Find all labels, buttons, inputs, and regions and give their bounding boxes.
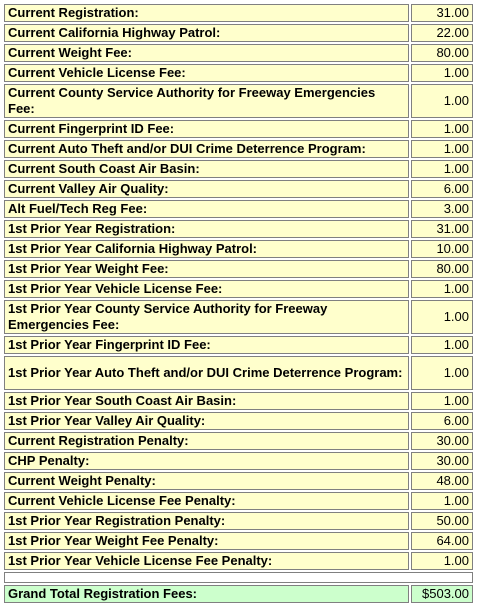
fee-label: 1st Prior Year Auto Theft and/or DUI Crime Deterrence Program:	[4, 356, 409, 390]
fee-row-current-weight-penalty	[4, 472, 473, 490]
fee-row-current-county-service-authority	[4, 84, 473, 118]
fee-amount: 10.00	[411, 240, 473, 258]
fee-amount: 1.00	[411, 392, 473, 410]
fee-row-prior-vehicle-license-fee-penalty	[4, 552, 473, 570]
fee-amount: 80.00	[411, 44, 473, 62]
fee-amount: 1.00	[411, 300, 473, 334]
fee-label: Current Fingerprint ID Fee:	[4, 120, 409, 138]
fee-label: CHP Penalty:	[4, 452, 409, 470]
fee-row-current-auto-theft-dui	[4, 140, 473, 158]
fee-row-prior-vehicle-license-fee	[4, 280, 473, 298]
fee-row-current-fingerprint-id-fee	[4, 120, 473, 138]
fee-label: Current California Highway Patrol:	[4, 24, 409, 42]
fee-row-prior-auto-theft-dui	[4, 356, 473, 390]
fee-amount: 1.00	[411, 552, 473, 570]
fee-label: 1st Prior Year Vehicle License Fee Penalty:	[4, 552, 409, 570]
fee-row-prior-weight-fee-penalty	[4, 532, 473, 550]
fee-label: Current Registration Penalty:	[4, 432, 409, 450]
fee-row-current-valley-air-quality	[4, 180, 473, 198]
fee-label: 1st Prior Year California Highway Patrol:	[4, 240, 409, 258]
fee-row-current-registration	[4, 4, 473, 22]
spacer-cell	[4, 572, 473, 583]
fee-amount: 64.00	[411, 532, 473, 550]
fee-label: 1st Prior Year Registration Penalty:	[4, 512, 409, 530]
fee-label: Current Registration:	[4, 4, 409, 22]
fee-label: 1st Prior Year Weight Fee:	[4, 260, 409, 278]
fee-row-current-weight-fee	[4, 44, 473, 62]
fee-label: Current Vehicle License Fee Penalty:	[4, 492, 409, 510]
fee-amount: 1.00	[411, 492, 473, 510]
fee-amount: 6.00	[411, 412, 473, 430]
fee-label: 1st Prior Year Registration:	[4, 220, 409, 238]
fee-row-current-vehicle-license-fee-penalty	[4, 492, 473, 510]
fee-row-current-registration-penalty	[4, 432, 473, 450]
fee-row-current-chp	[4, 24, 473, 42]
fee-label: Current South Coast Air Basin:	[4, 160, 409, 178]
fee-amount: 1.00	[411, 140, 473, 158]
fee-row-prior-weight-fee	[4, 260, 473, 278]
fee-amount: 3.00	[411, 200, 473, 218]
fee-amount: 31.00	[411, 220, 473, 238]
fee-row-prior-south-coast-air-basin	[4, 392, 473, 410]
fee-amount: 1.00	[411, 160, 473, 178]
fee-label: 1st Prior Year South Coast Air Basin:	[4, 392, 409, 410]
fee-amount: 31.00	[411, 4, 473, 22]
fee-row-prior-fingerprint-id-fee	[4, 336, 473, 354]
fee-amount: 30.00	[411, 432, 473, 450]
fee-row-prior-chp	[4, 240, 473, 258]
fee-amount: 1.00	[411, 356, 473, 390]
registration-fees-table	[2, 2, 475, 605]
fee-row-prior-registration-penalty	[4, 512, 473, 530]
fee-label: Current Vehicle License Fee:	[4, 64, 409, 82]
fee-label: Current Auto Theft and/or DUI Crime Deterrence Program:	[4, 140, 409, 158]
fee-label: 1st Prior Year County Service Authority for Freeway Emergencies Fee:	[4, 300, 409, 334]
fee-amount: 1.00	[411, 64, 473, 82]
fee-amount: 1.00	[411, 120, 473, 138]
fee-amount: 1.00	[411, 84, 473, 118]
fee-label: 1st Prior Year Fingerprint ID Fee:	[4, 336, 409, 354]
fee-label: Current Valley Air Quality:	[4, 180, 409, 198]
fee-amount: 1.00	[411, 336, 473, 354]
fee-row-current-vehicle-license-fee	[4, 64, 473, 82]
fee-label: Current County Service Authority for Freeway Emergencies Fee:	[4, 84, 409, 118]
fee-label: Alt Fuel/Tech Reg Fee:	[4, 200, 409, 218]
fee-row-prior-registration	[4, 220, 473, 238]
grand-total-label: Grand Total Registration Fees:	[4, 585, 409, 603]
fee-amount: 30.00	[411, 452, 473, 470]
fee-amount: 80.00	[411, 260, 473, 278]
fee-amount: 48.00	[411, 472, 473, 490]
fee-row-alt-fuel-tech-reg-fee	[4, 200, 473, 218]
grand-total-amount: $503.00	[411, 585, 473, 603]
fee-label: 1st Prior Year Weight Fee Penalty:	[4, 532, 409, 550]
fee-amount: 1.00	[411, 280, 473, 298]
fee-amount: 6.00	[411, 180, 473, 198]
fee-row-chp-penalty	[4, 452, 473, 470]
fee-row-current-south-coast-air-basin	[4, 160, 473, 178]
fee-amount: 50.00	[411, 512, 473, 530]
fee-label: 1st Prior Year Valley Air Quality:	[4, 412, 409, 430]
fee-row-prior-county-service-authority	[4, 300, 473, 334]
fee-row-prior-valley-air-quality	[4, 412, 473, 430]
fee-label: Current Weight Fee:	[4, 44, 409, 62]
fee-label: Current Weight Penalty:	[4, 472, 409, 490]
grand-total-row	[4, 585, 473, 603]
fee-amount: 22.00	[411, 24, 473, 42]
table-spacer-row	[4, 572, 473, 583]
fee-label: 1st Prior Year Vehicle License Fee:	[4, 280, 409, 298]
